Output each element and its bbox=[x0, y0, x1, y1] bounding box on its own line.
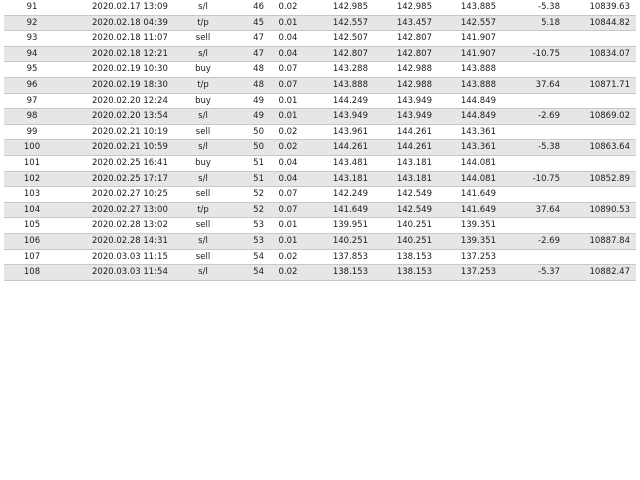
order-cell: 51 bbox=[253, 157, 264, 168]
type-cell: s/l bbox=[198, 111, 208, 122]
type-cell: buy bbox=[195, 95, 211, 106]
stop-loss-cell: 138.153 bbox=[396, 251, 432, 262]
time-cell: 2020.02.19 18:30 bbox=[92, 79, 168, 90]
trade-number-cell: 101 bbox=[23, 157, 41, 168]
take-profit-cell: 141.649 bbox=[460, 204, 496, 215]
stop-loss-cell: 143.181 bbox=[396, 157, 432, 168]
stop-loss-cell: 142.549 bbox=[396, 189, 432, 200]
price-cell: 142.249 bbox=[332, 189, 368, 200]
order-cell: 46 bbox=[253, 2, 264, 12]
take-profit-cell: 144.849 bbox=[460, 111, 496, 122]
table-row[interactable] bbox=[4, 250, 636, 266]
balance-cell: 10887.84 bbox=[589, 235, 630, 246]
time-cell: 2020.02.28 13:02 bbox=[92, 220, 168, 231]
trade-number-cell: 91 bbox=[26, 2, 38, 12]
price-cell: 142.557 bbox=[332, 17, 368, 28]
take-profit-cell: 141.907 bbox=[460, 33, 496, 44]
time-cell: 2020.02.19 10:30 bbox=[92, 64, 168, 75]
profit-cell: 37.64 bbox=[535, 79, 560, 90]
size-cell: 0.02 bbox=[278, 267, 298, 278]
type-cell: s/l bbox=[198, 235, 208, 246]
take-profit-cell: 143.885 bbox=[460, 2, 496, 12]
price-cell: 142.507 bbox=[332, 33, 368, 44]
stop-loss-cell: 143.181 bbox=[396, 173, 432, 184]
table-row[interactable] bbox=[4, 47, 636, 63]
balance-cell: 10834.07 bbox=[589, 48, 630, 59]
table-row[interactable] bbox=[4, 140, 636, 156]
trade-number-cell: 103 bbox=[23, 189, 41, 200]
price-cell: 143.961 bbox=[332, 126, 368, 137]
size-cell: 0.04 bbox=[278, 33, 298, 44]
stop-loss-cell: 142.985 bbox=[396, 2, 432, 12]
time-cell: 2020.02.25 17:17 bbox=[92, 173, 168, 184]
take-profit-cell: 144.081 bbox=[460, 173, 496, 184]
balance-cell: 10839.63 bbox=[589, 2, 630, 12]
size-cell: 0.07 bbox=[278, 189, 298, 200]
take-profit-cell: 141.649 bbox=[460, 189, 496, 200]
time-cell: 2020.02.27 13:00 bbox=[92, 204, 168, 215]
size-cell: 0.01 bbox=[278, 235, 298, 246]
stop-loss-cell: 143.949 bbox=[396, 111, 432, 122]
order-cell: 53 bbox=[253, 220, 264, 231]
order-cell: 47 bbox=[253, 48, 264, 59]
balance-cell: 10871.71 bbox=[589, 79, 630, 90]
price-cell: 143.481 bbox=[332, 157, 368, 168]
size-cell: 0.04 bbox=[278, 173, 298, 184]
trade-number-cell: 98 bbox=[26, 111, 38, 122]
take-profit-cell: 143.888 bbox=[460, 79, 496, 90]
order-cell: 51 bbox=[253, 173, 264, 184]
order-cell: 48 bbox=[253, 64, 264, 75]
take-profit-cell: 144.849 bbox=[460, 95, 496, 106]
size-cell: 0.04 bbox=[278, 157, 298, 168]
table-row[interactable] bbox=[4, 156, 636, 172]
table-row[interactable] bbox=[4, 31, 636, 47]
table-row[interactable] bbox=[4, 218, 636, 234]
order-cell: 52 bbox=[253, 204, 264, 215]
price-cell: 142.807 bbox=[332, 48, 368, 59]
take-profit-cell: 137.253 bbox=[460, 267, 496, 278]
table-row[interactable] bbox=[4, 203, 636, 219]
type-cell: t/p bbox=[197, 17, 209, 28]
trade-number-cell: 92 bbox=[26, 17, 38, 28]
type-cell: s/l bbox=[198, 267, 208, 278]
type-cell: sell bbox=[195, 189, 211, 200]
price-cell: 143.888 bbox=[332, 79, 368, 90]
type-cell: s/l bbox=[198, 142, 208, 153]
time-cell: 2020.02.21 10:19 bbox=[92, 126, 168, 137]
price-cell: 143.288 bbox=[332, 64, 368, 75]
balance-cell: 10852.89 bbox=[589, 173, 630, 184]
take-profit-cell: 139.351 bbox=[460, 220, 496, 231]
price-cell: 138.153 bbox=[332, 267, 368, 278]
trade-number-cell: 107 bbox=[23, 251, 41, 262]
trade-number-cell: 99 bbox=[26, 126, 38, 137]
price-cell: 143.949 bbox=[332, 111, 368, 122]
table-row[interactable] bbox=[4, 265, 636, 281]
trade-number-cell: 93 bbox=[26, 33, 38, 44]
price-cell: 140.251 bbox=[332, 235, 368, 246]
take-profit-cell: 141.907 bbox=[460, 48, 496, 59]
price-cell: 143.181 bbox=[332, 173, 368, 184]
trade-number-cell: 105 bbox=[23, 220, 41, 231]
time-cell: 2020.02.17 13:09 bbox=[92, 2, 168, 12]
time-cell: 2020.02.18 12:21 bbox=[92, 48, 168, 59]
time-cell: 2020.03.03 11:15 bbox=[92, 251, 168, 262]
table-row[interactable] bbox=[4, 16, 636, 32]
stop-loss-cell: 142.988 bbox=[396, 79, 432, 90]
table-row[interactable] bbox=[4, 125, 636, 141]
time-cell: 2020.02.27 10:25 bbox=[92, 189, 168, 200]
balance-cell: 10844.82 bbox=[589, 17, 630, 28]
stop-loss-cell: 143.457 bbox=[396, 17, 432, 28]
take-profit-cell: 143.888 bbox=[460, 64, 496, 75]
profit-cell: -10.75 bbox=[532, 173, 560, 184]
profit-cell: 5.18 bbox=[541, 17, 560, 28]
table-row[interactable] bbox=[4, 94, 636, 110]
type-cell: buy bbox=[195, 64, 211, 75]
time-cell: 2020.02.21 10:59 bbox=[92, 142, 168, 153]
stop-loss-cell: 142.807 bbox=[396, 33, 432, 44]
table-row[interactable] bbox=[4, 187, 636, 203]
trade-number-cell: 102 bbox=[23, 173, 41, 184]
take-profit-cell: 142.557 bbox=[460, 17, 496, 28]
stop-loss-cell: 143.949 bbox=[396, 95, 432, 106]
balance-cell: 10869.02 bbox=[589, 111, 630, 122]
size-cell: 0.02 bbox=[278, 2, 298, 12]
size-cell: 0.04 bbox=[278, 48, 298, 59]
type-cell: s/l bbox=[198, 2, 208, 12]
time-cell: 2020.03.03 11:54 bbox=[92, 267, 168, 278]
take-profit-cell: 143.361 bbox=[460, 126, 496, 137]
size-cell: 0.01 bbox=[278, 17, 298, 28]
order-cell: 49 bbox=[253, 111, 264, 122]
time-cell: 2020.02.18 04:39 bbox=[92, 17, 168, 28]
price-cell: 141.649 bbox=[332, 204, 368, 215]
stop-loss-cell: 142.549 bbox=[396, 204, 432, 215]
time-cell: 2020.02.20 12:24 bbox=[92, 95, 168, 106]
table-row[interactable] bbox=[4, 62, 636, 78]
profit-cell: -2.69 bbox=[538, 235, 560, 246]
order-cell: 54 bbox=[253, 267, 264, 278]
stop-loss-cell: 142.988 bbox=[396, 64, 432, 75]
size-cell: 0.01 bbox=[278, 111, 298, 122]
price-cell: 142.985 bbox=[332, 2, 368, 12]
size-cell: 0.02 bbox=[278, 126, 298, 137]
size-cell: 0.02 bbox=[278, 142, 298, 153]
balance-cell: 10890.53 bbox=[589, 204, 630, 215]
type-cell: s/l bbox=[198, 173, 208, 184]
order-cell: 50 bbox=[253, 126, 264, 137]
type-cell: buy bbox=[195, 157, 211, 168]
trade-number-cell: 94 bbox=[26, 48, 38, 59]
order-cell: 45 bbox=[253, 17, 264, 28]
trade-number-cell: 108 bbox=[23, 267, 41, 278]
time-cell: 2020.02.18 11:07 bbox=[92, 33, 168, 44]
type-cell: sell bbox=[195, 126, 211, 137]
stop-loss-cell: 144.261 bbox=[396, 126, 432, 137]
balance-cell: 10882.47 bbox=[589, 267, 630, 278]
table-row[interactable] bbox=[4, 172, 636, 188]
profit-cell: -5.37 bbox=[538, 267, 560, 278]
price-cell: 144.249 bbox=[332, 95, 368, 106]
trade-number-cell: 106 bbox=[23, 235, 41, 246]
time-cell: 2020.02.25 16:41 bbox=[92, 157, 168, 168]
type-cell: sell bbox=[195, 251, 211, 262]
profit-cell: -5.38 bbox=[538, 2, 560, 12]
table-row[interactable] bbox=[4, 109, 636, 125]
profit-cell: 37.64 bbox=[535, 204, 560, 215]
balance-cell: 10863.64 bbox=[589, 142, 630, 153]
trade-number-cell: 96 bbox=[26, 79, 38, 90]
size-cell: 0.01 bbox=[278, 95, 298, 106]
type-cell: sell bbox=[195, 220, 211, 231]
table-row[interactable] bbox=[4, 0, 636, 16]
price-cell: 144.261 bbox=[332, 142, 368, 153]
size-cell: 0.07 bbox=[278, 64, 298, 75]
stop-loss-cell: 142.807 bbox=[396, 48, 432, 59]
profit-cell: -5.38 bbox=[538, 142, 560, 153]
price-cell: 137.853 bbox=[332, 251, 368, 262]
trade-history-table bbox=[4, 0, 636, 281]
trade-number-cell: 97 bbox=[26, 95, 38, 106]
stop-loss-cell: 140.251 bbox=[396, 235, 432, 246]
price-cell: 139.951 bbox=[332, 220, 368, 231]
profit-cell: -2.69 bbox=[538, 111, 560, 122]
time-cell: 2020.02.28 14:31 bbox=[92, 235, 168, 246]
order-cell: 53 bbox=[253, 235, 264, 246]
order-cell: 50 bbox=[253, 142, 264, 153]
time-cell: 2020.02.20 13:54 bbox=[92, 111, 168, 122]
trade-number-cell: 95 bbox=[26, 64, 38, 75]
size-cell: 0.07 bbox=[278, 204, 298, 215]
profit-cell: -10.75 bbox=[532, 48, 560, 59]
type-cell: s/l bbox=[198, 48, 208, 59]
size-cell: 0.07 bbox=[278, 79, 298, 90]
take-profit-cell: 137.253 bbox=[460, 251, 496, 262]
stop-loss-cell: 144.261 bbox=[396, 142, 432, 153]
order-cell: 49 bbox=[253, 95, 264, 106]
size-cell: 0.02 bbox=[278, 251, 298, 262]
order-cell: 47 bbox=[253, 33, 264, 44]
table-row[interactable] bbox=[4, 78, 636, 94]
order-cell: 48 bbox=[253, 79, 264, 90]
order-cell: 54 bbox=[253, 251, 264, 262]
type-cell: t/p bbox=[197, 204, 209, 215]
take-profit-cell: 139.351 bbox=[460, 235, 496, 246]
type-cell: sell bbox=[195, 33, 211, 44]
stop-loss-cell: 140.251 bbox=[396, 220, 432, 231]
trade-number-cell: 100 bbox=[23, 142, 41, 153]
trade-number-cell: 104 bbox=[23, 204, 41, 215]
order-cell: 52 bbox=[253, 189, 264, 200]
table-row[interactable] bbox=[4, 234, 636, 250]
stop-loss-cell: 138.153 bbox=[396, 267, 432, 278]
take-profit-cell: 144.081 bbox=[460, 157, 496, 168]
size-cell: 0.01 bbox=[278, 220, 298, 231]
type-cell: t/p bbox=[197, 79, 209, 90]
take-profit-cell: 143.361 bbox=[460, 142, 496, 153]
